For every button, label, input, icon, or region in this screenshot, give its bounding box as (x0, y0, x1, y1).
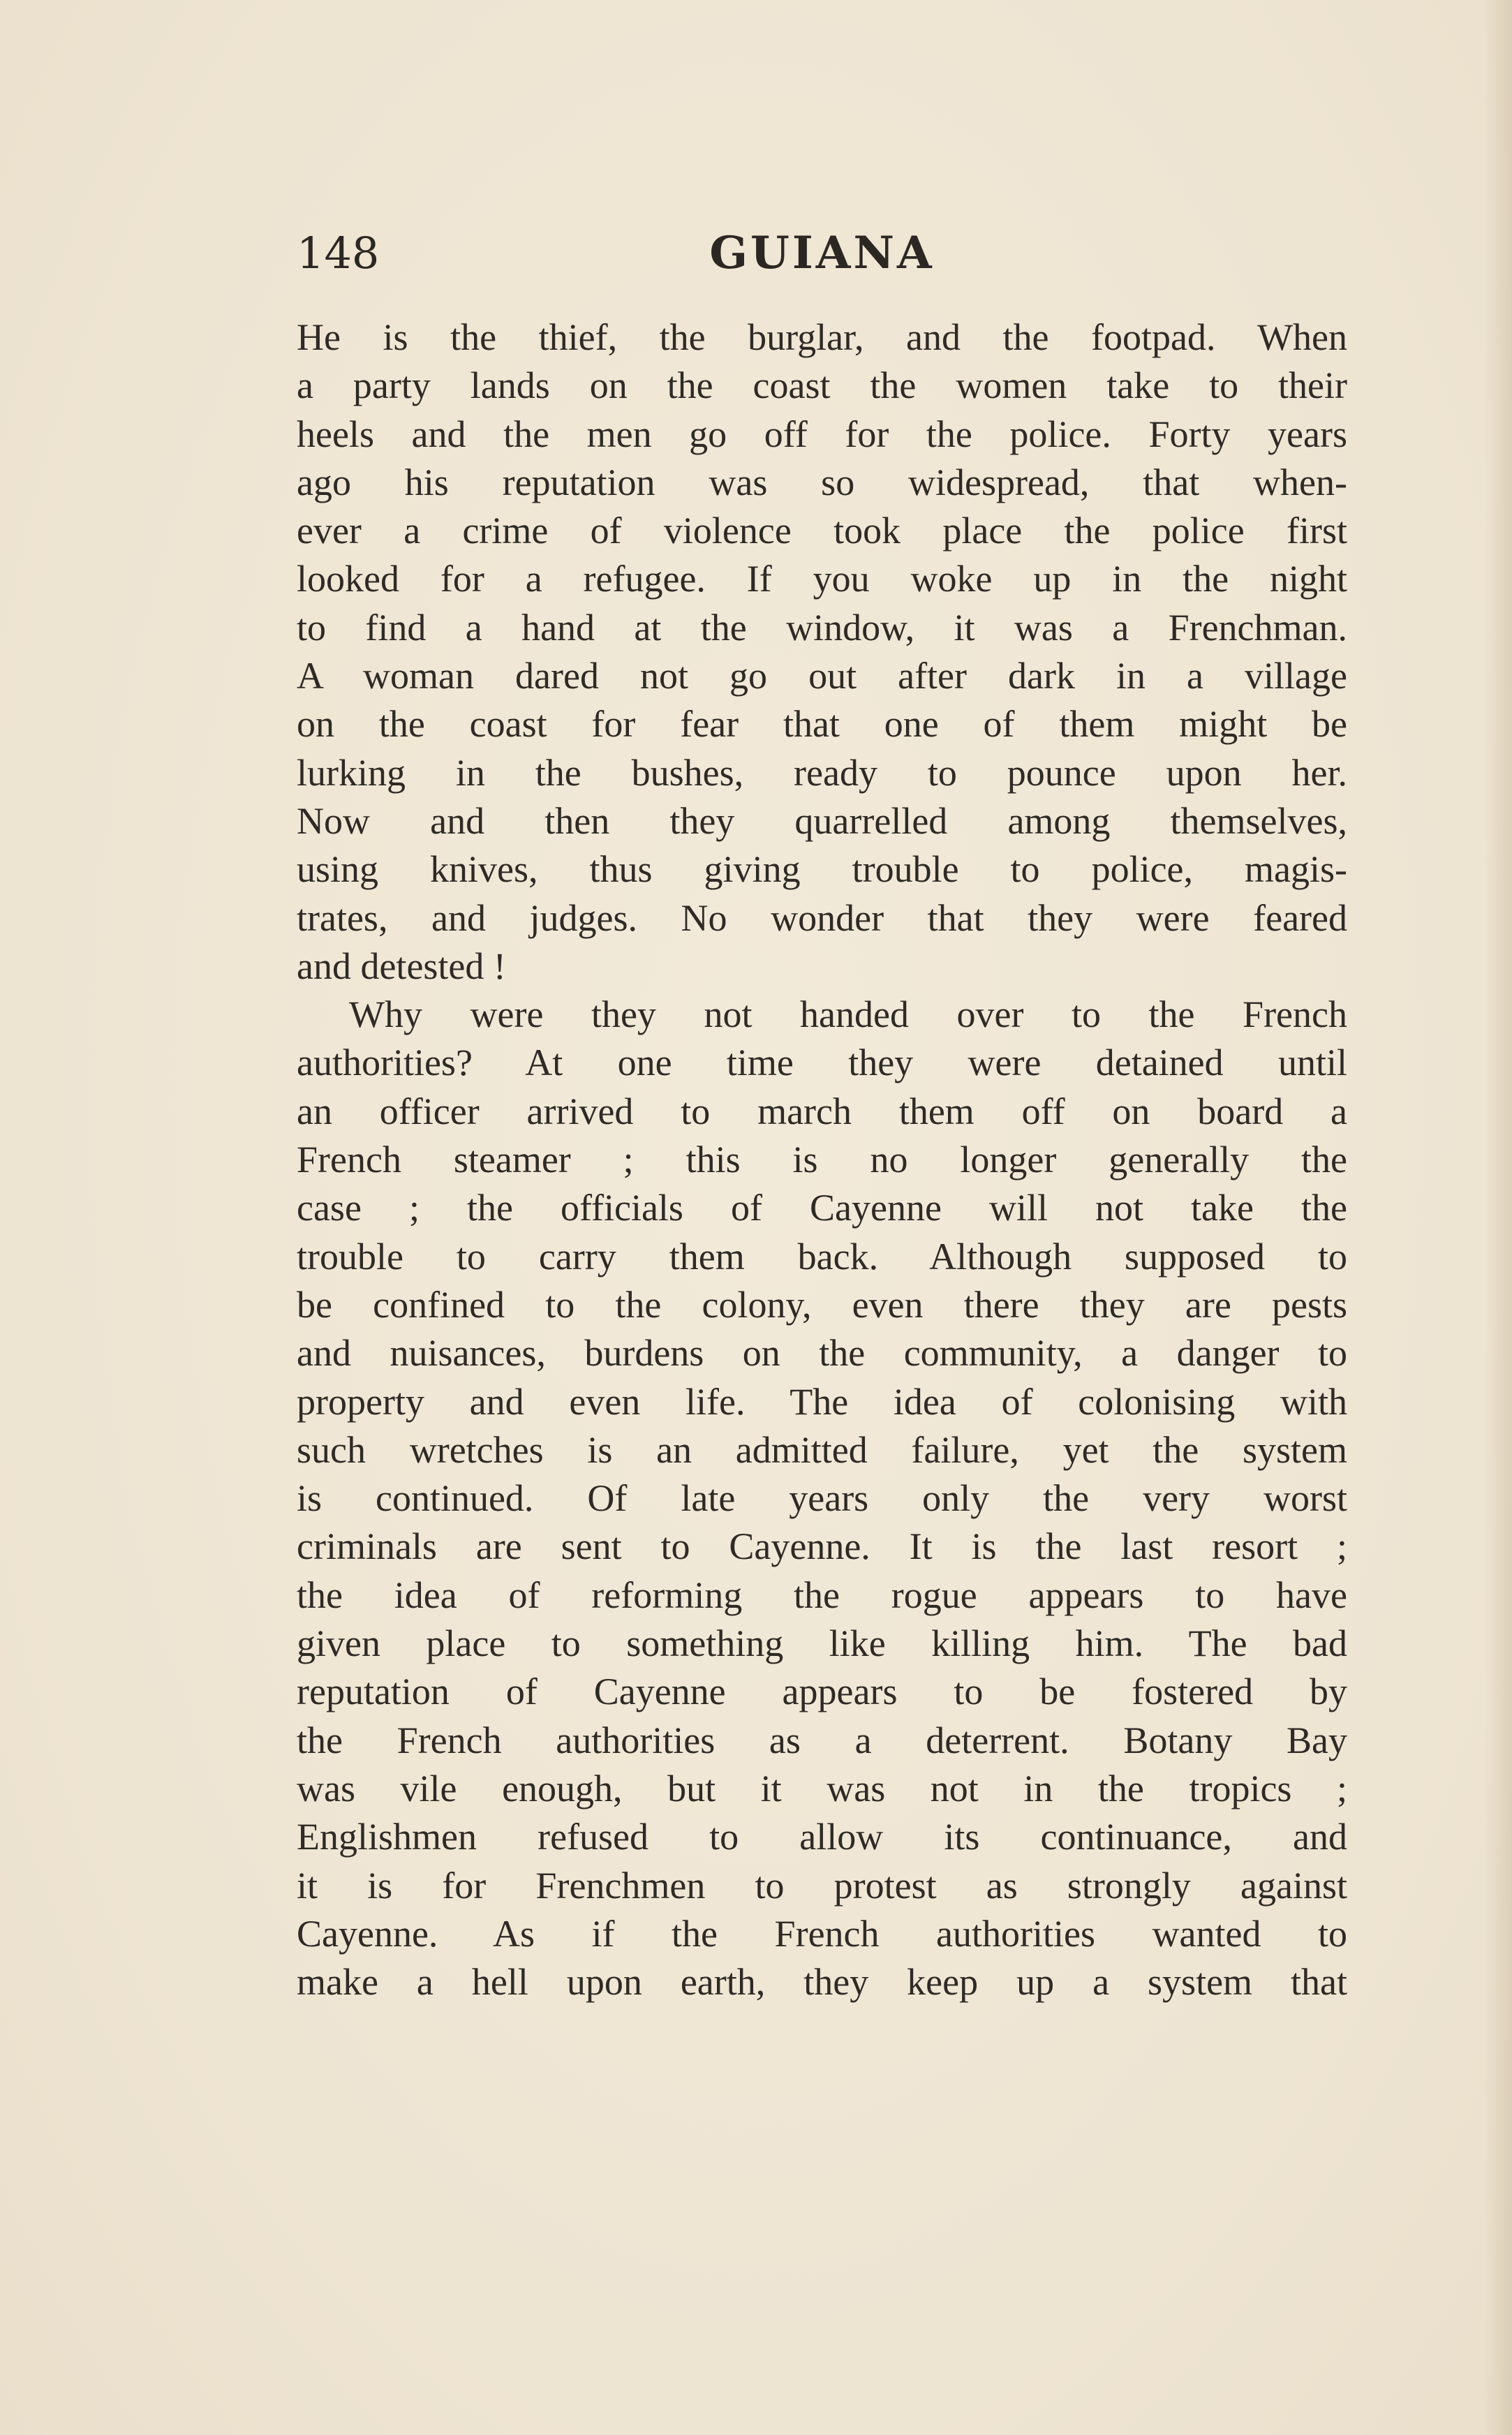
text-line: property and even life. The idea of colonising with (297, 1380, 1347, 1423)
page-number: 148 (297, 228, 380, 279)
body-text (297, 313, 1347, 2006)
text-line: to find a hand at the window, it was a Frenchman. (297, 606, 1347, 649)
text-line: using knives, thus giving trouble to police, magis- (297, 848, 1347, 891)
text-line: heels and the men go off for the police. Forty years (297, 413, 1347, 455)
text-line: Cayenne. As if the French authorities wanted to (297, 1912, 1347, 1955)
text-line: trates, and judges. No wonder that they were feared (297, 896, 1347, 939)
text-line: be confined to the colony, even there they are pests (297, 1283, 1347, 1326)
text-line: trouble to carry them back. Although supposed to (297, 1235, 1347, 1278)
text-line: and detested ! (297, 945, 506, 987)
text-line: He is the thief, the burglar, and the footpad. When (297, 316, 1347, 358)
paragraph-2 (297, 991, 1347, 2006)
text-line: the idea of reforming the rogue appears to have (297, 1574, 1347, 1616)
text-line: reputation of Cayenne appears to be fostered by (297, 1671, 1347, 1713)
running-title: GUIANA (709, 227, 935, 279)
text-line: French steamer ; this is no longer generally the (297, 1139, 1347, 1181)
page-edge-shadow (1484, 0, 1512, 2435)
text-line: case ; the officials of Cayenne will not take the (297, 1187, 1347, 1229)
text-line: such wretches is an admitted failure, yet the system (297, 1428, 1347, 1471)
text-line: the French authorities as a deterrent. Botany Bay (297, 1719, 1347, 1761)
text-line: ago his reputation was so widespread, that when- (297, 461, 1347, 503)
paragraph-1 (297, 313, 1347, 991)
text-line: Why were they not handed over to the French (349, 993, 1347, 1036)
text-line: ever a crime of violence took place the police first (297, 510, 1347, 552)
text-line: lurking in the bushes, ready to pounce upon her. (297, 751, 1347, 794)
text-line: authorities? At one time they were detained until (297, 1042, 1347, 1084)
text-line: given place to something like killing him. The bad (297, 1622, 1347, 1665)
text-line: and nuisances, burdens on the community, a danger to (297, 1332, 1347, 1375)
text-line: Now and then they quarrelled among themselves, (297, 799, 1347, 842)
text-line: on the coast for fear that one of them might be (297, 703, 1347, 746)
text-line: a party lands on the coast the women take to their (297, 364, 1347, 407)
text-line: Englishmen refused to allow its continuance, and (297, 1816, 1347, 1858)
text-line: was vile enough, but it was not in the tropics ; (297, 1767, 1347, 1809)
text-line: A woman dared not go out after dark in a village (297, 655, 1347, 697)
text-line: make a hell upon earth, they keep up a system that (297, 1961, 1347, 2004)
text-line: looked for a refugee. If you woke up in the night (297, 558, 1347, 600)
text-line: is continued. Of late years only the very worst (297, 1477, 1347, 1520)
text-line: an officer arrived to march them off on board a (297, 1090, 1347, 1132)
text-line: criminals are sent to Cayenne. It is the last resort ; (297, 1525, 1347, 1568)
page-header (297, 222, 1347, 285)
text-line: it is for Frenchmen to protest as strongly against (297, 1864, 1347, 1907)
